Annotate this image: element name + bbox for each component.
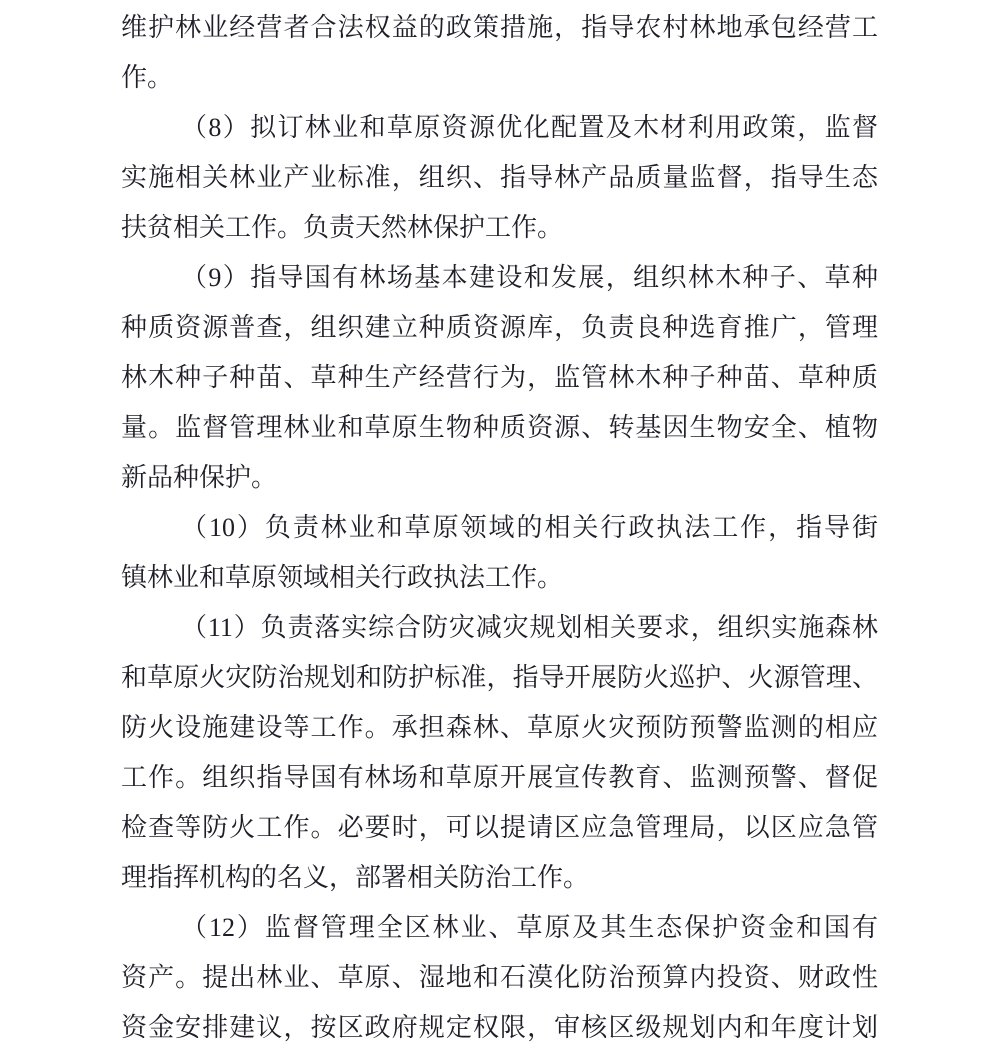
text-line: （8）拟订林业和草原资源优化配置及木材利用政策，监督: [181, 113, 878, 142]
text-line: 作。: [121, 63, 174, 92]
paragraph-item-9: [121, 253, 878, 503]
text-line: 维护林业经营者合法权益的政策措施，指导农村林地承包经营工: [121, 13, 878, 42]
text-line: （11）负责落实综合防灾减灾规划相关要求，组织实施森林: [181, 613, 878, 642]
text-line: 镇林业和草原领域相关行政执法工作。: [121, 563, 564, 592]
text-line: 新品种保护。: [121, 463, 278, 492]
text-line: 工作。组织指导国有林场和草原开展宣传教育、监测预警、督促: [121, 763, 878, 792]
text-line: （10）负责林业和草原领域的相关行政执法工作，指导街: [181, 513, 878, 542]
paragraph-item-10: [121, 503, 878, 603]
paragraph-item-11: [121, 603, 878, 903]
text-line: 理指挥机构的名义，部署相关防治工作。: [121, 863, 590, 892]
document-body: [121, 3, 878, 1053]
text-line: 资产。提出林业、草原、湿地和石漠化防治预算内投资、财政性: [121, 963, 878, 992]
paragraph-item-12: [121, 903, 878, 1053]
text-line: 量。监督管理林业和草原生物种质资源、转基因生物安全、植物: [121, 413, 878, 442]
text-line: 扶贫相关工作。负责天然林保护工作。: [121, 213, 564, 242]
paragraph-continued-paragraph: [121, 3, 878, 103]
text-line: 资金安排建议，按区政府规定权限，审核区级规划内和年度计划: [121, 1013, 878, 1042]
text-line: 检查等防火工作。必要时，可以提请区应急管理局，以区应急管: [121, 813, 878, 842]
text-line: 林木种子种苗、草种生产经营行为，监管林木种子种苗、草种质: [121, 363, 878, 392]
text-line: 和草原火灾防治规划和防护标准，指导开展防火巡护、火源管理、: [121, 663, 878, 692]
text-line: （12）监督管理全区林业、草原及其生态保护资金和国有: [181, 913, 878, 942]
text-line: 种质资源普查，组织建立种质资源库，负责良种选育推广，管理: [121, 313, 878, 342]
text-line: （9）指导国有林场基本建设和发展，组织林木种子、草种: [181, 263, 878, 292]
paragraph-item-8: [121, 103, 878, 253]
text-line: 防火设施建设等工作。承担森林、草原火灾预防预警监测的相应: [121, 713, 878, 742]
text-line: 实施相关林业产业标准，组织、指导林产品质量监督，指导生态: [121, 163, 878, 192]
